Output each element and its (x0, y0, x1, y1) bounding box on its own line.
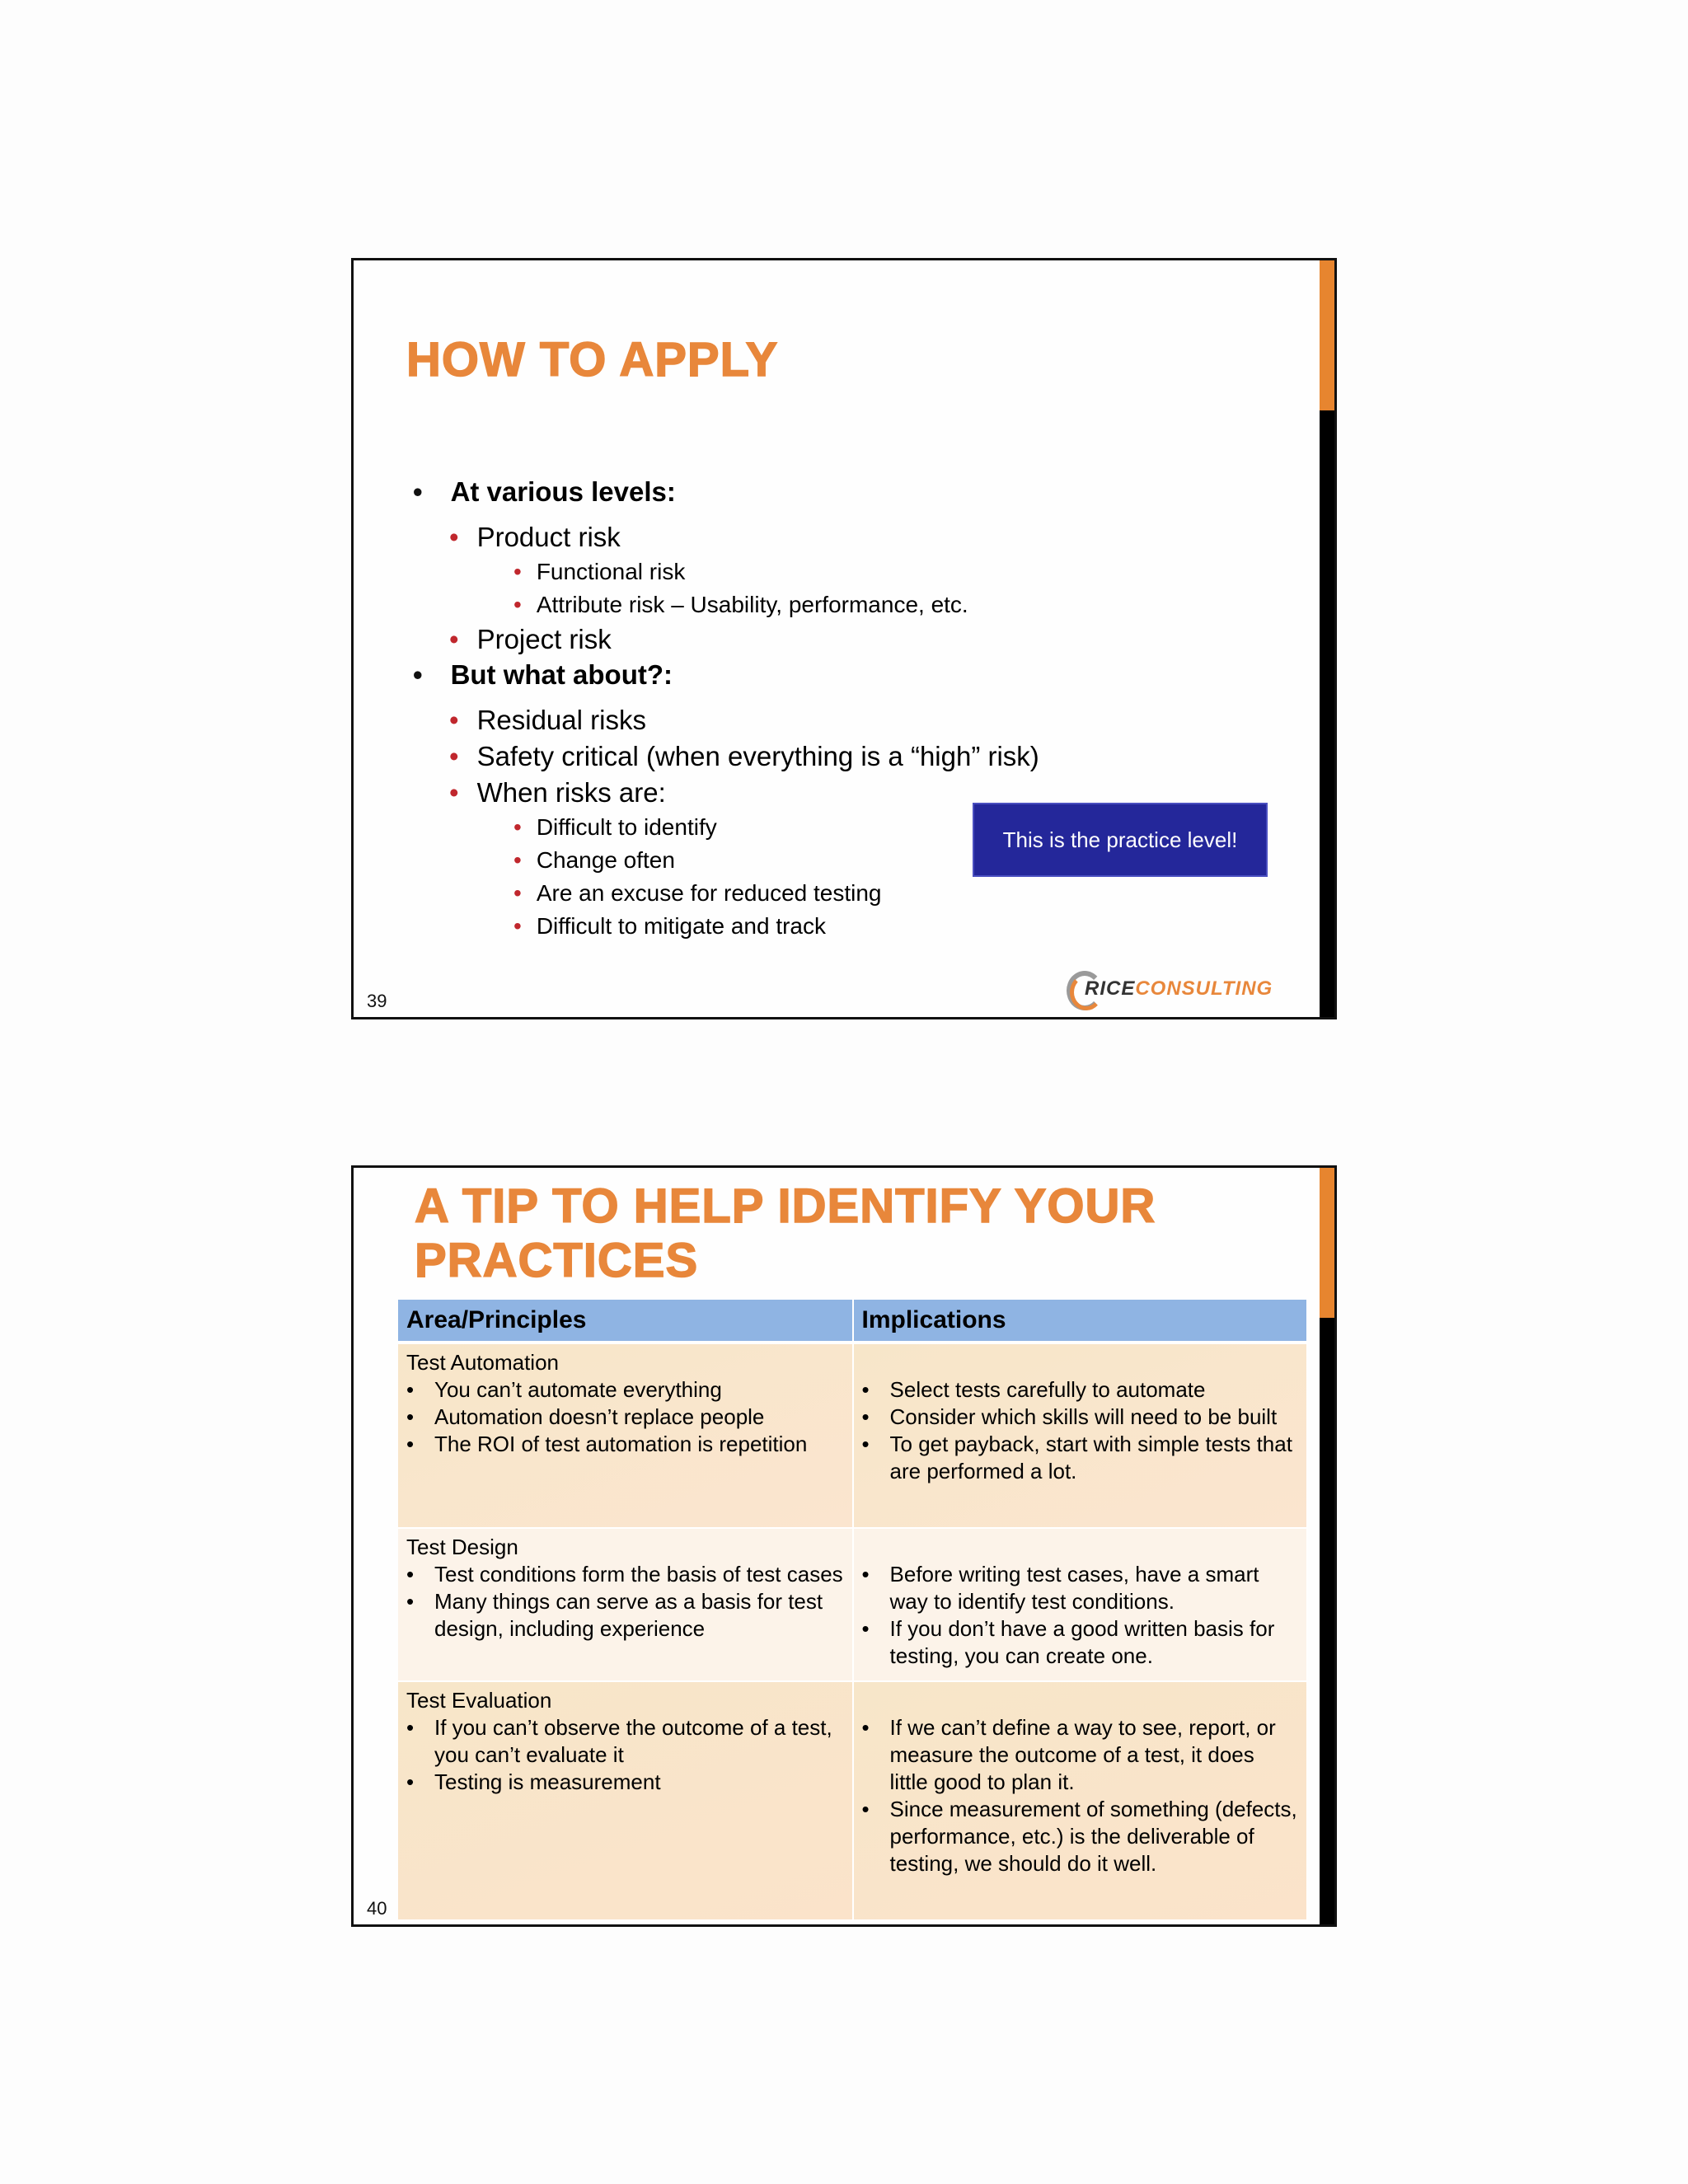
slide-39 (351, 258, 1337, 1019)
column-header-area: Area/Principles (398, 1300, 853, 1343)
page-number: 40 (367, 1898, 387, 1919)
table-row (398, 1343, 1307, 1528)
implication-item: • Consider which skills will need to be built (862, 1404, 1298, 1431)
area-cell (398, 1681, 853, 1920)
slide-title: HOW TO APPLY (406, 333, 779, 387)
bullet-l2: • Residual risks (449, 705, 646, 735)
implication-item: • Since measurement of something (defects, performance, etc.) is the deliverable of testing, we should do it well. (862, 1796, 1298, 1877)
implication-item: • If we can’t define a way to see, report, or measure the outcome of a test, it does little good to plan it. (862, 1714, 1298, 1796)
practice-level-callout: This is the practice level! (973, 803, 1268, 877)
slide-sidebar (1320, 260, 1334, 1017)
implication-item: • If you don’t have a good written basis for testing, you can create one. (862, 1615, 1298, 1670)
principle-item: • Automation doesn’t replace people (406, 1404, 844, 1431)
page-number: 39 (367, 991, 387, 1011)
bullet-l1: • But what about?: (413, 659, 673, 690)
implication-item: • Before writing test cases, have a smart way to identify test conditions. (862, 1561, 1298, 1615)
implications-cell (853, 1528, 1307, 1681)
sidebar-accent (1320, 1168, 1334, 1318)
bullet-l3: • Attribute risk – Usability, performance, etc. (513, 592, 968, 617)
principle-item: • Test conditions form the basis of test cases (406, 1561, 844, 1588)
bullet-l3: • Difficult to mitigate and track (513, 913, 827, 939)
bullet-l2: • Product risk (449, 522, 621, 552)
area-cell (398, 1343, 853, 1528)
column-header-implications: Implications (853, 1300, 1307, 1343)
bullet-l3: • Difficult to identify (513, 814, 717, 840)
rice-consulting-logo: RICECONSULTING (1067, 971, 1306, 1012)
title-line-2: PRACTICES (415, 1234, 699, 1287)
bullet-l2: • Safety critical (when everything is a “high” risk) (449, 741, 1039, 771)
implications-cell (853, 1343, 1307, 1528)
implication-item: • Select tests carefully to automate (862, 1376, 1298, 1404)
title-line-1: A TIP TO HELP IDENTIFY YOUR (415, 1179, 1156, 1233)
bullet-l2: • Project risk (449, 624, 612, 654)
table-row (398, 1681, 1307, 1920)
principle-item: • You can’t automate everything (406, 1376, 844, 1404)
principle-item: • Many things can serve as a basis for test design, including experience (406, 1588, 844, 1643)
principle-item: • The ROI of test automation is repetition (406, 1431, 844, 1458)
sidebar-accent (1320, 260, 1334, 410)
area-cell (398, 1528, 853, 1681)
bullet-l2: • When risks are: (449, 777, 666, 808)
bullet-l1: • At various levels: (413, 476, 676, 507)
area-heading: Test Design (406, 1535, 518, 1559)
practices-table (398, 1300, 1308, 1921)
area-heading: Test Automation (406, 1350, 559, 1375)
implications-cell (853, 1681, 1307, 1920)
principle-item: • Testing is measurement (406, 1769, 844, 1796)
bullet-l3: • Change often (513, 847, 675, 873)
table-row (398, 1528, 1307, 1681)
area-heading: Test Evaluation (406, 1688, 552, 1713)
slide-40 (351, 1165, 1337, 1927)
bullet-l3: • Are an excuse for reduced testing (513, 880, 882, 906)
slide-title (415, 1179, 1156, 1288)
implication-item: • To get payback, start with simple tests that are performed a lot. (862, 1431, 1298, 1485)
slide-sidebar (1320, 1168, 1334, 1924)
principle-item: • If you can’t observe the outcome of a test, you can’t evaluate it (406, 1714, 844, 1769)
bullet-l3: • Functional risk (513, 559, 686, 584)
